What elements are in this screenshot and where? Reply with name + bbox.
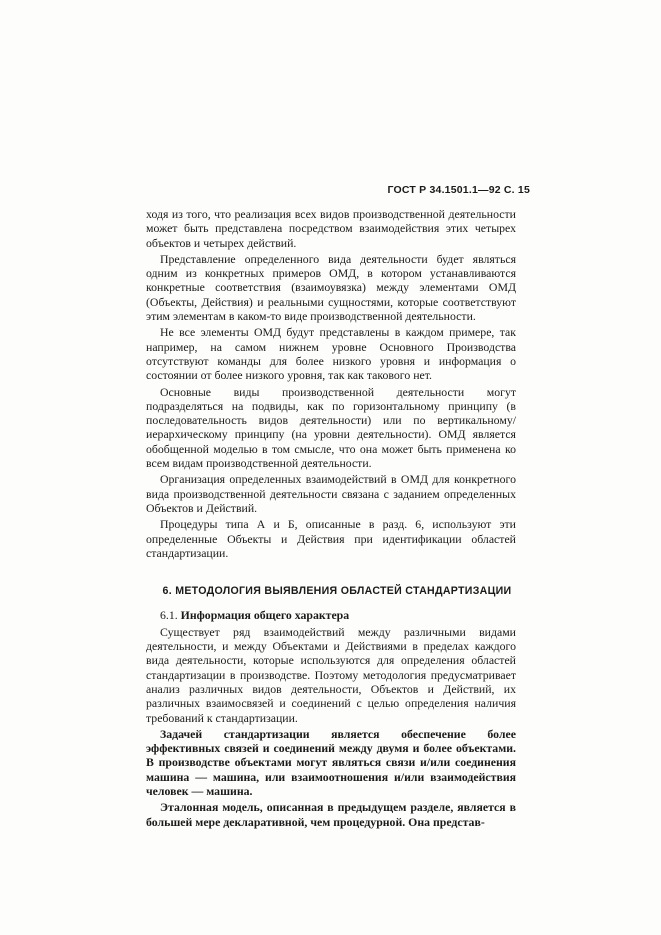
paragraph: Процедуры типа А и Б, описанные в разд. 6, используют эти определенные Объекты и Действия при идентификации областей стандартизации.: [146, 517, 516, 560]
paragraph-continuation: ходя из того, что реализация всех видов производственной деятельности может быть представлена посредством взаимодействия этих четырех объектов и четырех действий.: [146, 207, 516, 250]
subsection-title: Информация общего характера: [180, 608, 350, 623]
subsection-heading: [146, 608, 516, 622]
paragraph: Эталонная модель, описанная в предыдущем разделе, является в большей мере декларативной, чем процедурной. Она представ-: [146, 800, 516, 829]
section-heading: 6. МЕТОДОЛОГИЯ ВЫЯВЛЕНИЯ ОБЛАСТЕЙ СТАНДАРТИЗАЦИИ: [162, 585, 512, 598]
paragraph: Задачей стандартизации является обеспечение более эффективных связей и соединений между двумя и более объектами. В производстве объектами могут являться связи и/или соединения машина — машина, или взаимоотношения и/или взаимодействия человек — машина.: [146, 726, 516, 798]
subsection-number: 6.1.: [160, 608, 178, 623]
paragraph: Представление определенного вида деятельности будет являться одним из конкретных примеров ОМД, в котором устанавливаются конкретные соответствия (взаимоувязка) между элементами ОМД (Объекты, Действия) и реальными сущностями, которые соответствуют этим элементам в каком-то виде производственной деятельности.: [146, 251, 516, 324]
document-body: [146, 207, 516, 831]
paragraph: Не все элементы ОМД будут представлены в каждом примере, так например, на самом нижнем уровне Основного Производства отсутствуют команды для более низкого уровня и информация о состоянии от более низкого уровня, так как такового нет.: [146, 325, 516, 383]
paragraph: Основные виды производственной деятельности могут подразделяться на подвиды, как по горизонтальному принципу (в последовательность видов деятельности) или по вертикальному/иерархическому принципу (на уровни деятельности). ОМД является обобщенной моделью в том смысле, что она может быть применена ко всем видам производственной деятельности.: [146, 384, 516, 471]
running-head: ГОСТ Р 34.1501.1—92 С. 15: [387, 184, 530, 196]
paragraph: Организация определенных взаимодействий в ОМД для конкретного вида производственной деятельности связана с заданием определенных Объектов и Действий.: [146, 472, 516, 515]
paragraph: Существует ряд взаимодействий между различными видами деятельности, и между Объектами и Действиями в пределах каждого вида деятельности, которые используются для определения областей стандартизации в производстве. Поэтому методология предусматривает анализ различных видов деятельности, Объектов и Действий, их различных взаимосвязей и соединений с целью определения наличия требований к стандартизации.: [146, 624, 516, 725]
